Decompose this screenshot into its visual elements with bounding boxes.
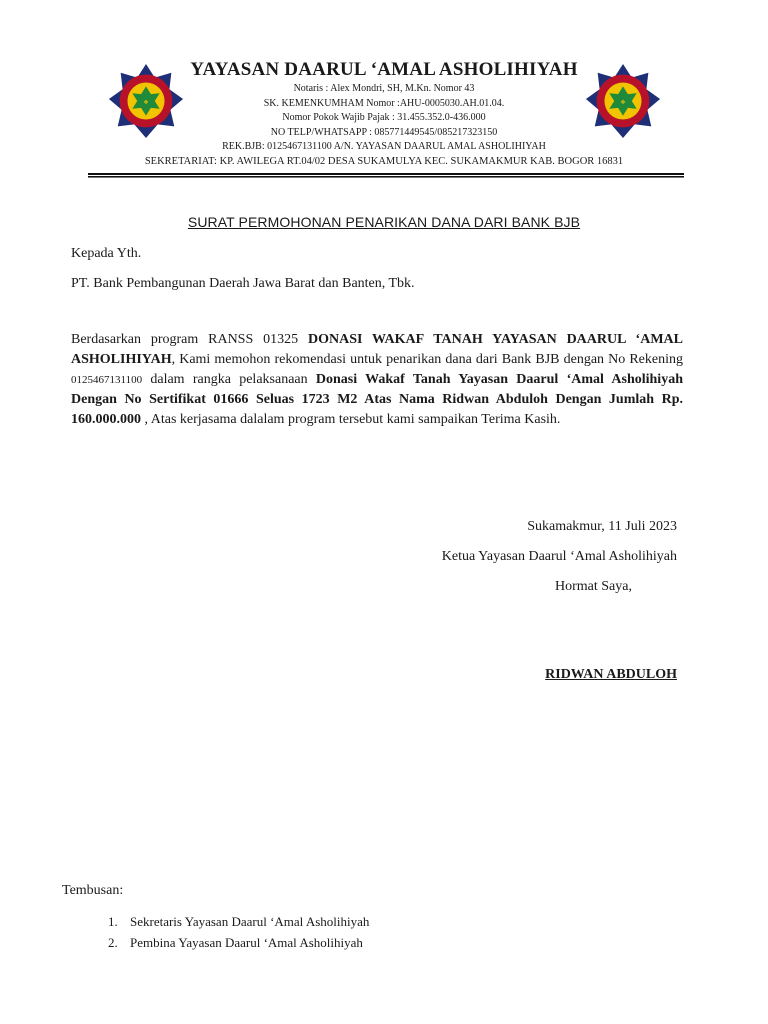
body-text-1: Berdasarkan program RANSS 01325 xyxy=(71,332,308,347)
list-number: 2. xyxy=(108,934,118,950)
cc-list xyxy=(108,912,369,953)
list-item xyxy=(108,912,369,933)
secretariat-address: SEKRETARIAT: KP. AWILEGA RT.04/02 DESA SUKAMULYA KEC. SUKAMAKMUR KAB. BOGOR 16831 xyxy=(144,155,624,167)
signer-name: RIDWAN ABDULOH xyxy=(545,667,677,682)
body-text-3: dalam rangka pelaksanaan xyxy=(142,372,316,387)
signer-title: Ketua Yayasan Daarul ‘Amal Asholihiyah xyxy=(441,549,677,564)
notary-line: Notaris : Alex Mondri, SH, M.Kn. Nomor 43 xyxy=(293,83,475,94)
npwp-line: Nomor Pokok Wajib Pajak : 31.455.352.0-436.000 xyxy=(282,112,486,123)
recipient: PT. Bank Pembangunan Daerah Jawa Barat dan Banten, Tbk. xyxy=(71,276,415,291)
account-number: 0125467131100 xyxy=(71,374,143,386)
sk-kemenkumham-line: SK. KEMENKUMHAM Nomor :AHU-0005030.AH.01.04. xyxy=(263,97,505,109)
phone-line: NO TELP/WHATSAPP : 085771449545/085217323150 xyxy=(270,126,498,138)
body-text-4: , Atas kerjasama dalalam program tersebut kami sampaikan Terima Kasih. xyxy=(141,412,561,427)
letterhead-divider-thick xyxy=(88,173,684,175)
svg-text:❖: ❖ xyxy=(143,99,149,106)
foundation-name: YAYASAN DAARUL ‘AMAL ASHOLIHIYAH xyxy=(190,59,578,80)
program-name: DONASI WAKAF TANAH YAYASAN DAARUL ‘AMAL ASHOLIHIYAH xyxy=(71,332,683,367)
letterhead xyxy=(80,58,688,169)
list-number: 1. xyxy=(108,914,118,929)
letter-body xyxy=(71,330,683,430)
list-text: Sekretaris Yayasan Daarul ‘Amal Asholihiyah xyxy=(130,914,370,929)
list-item xyxy=(108,933,369,954)
svg-text:❖: ❖ xyxy=(620,99,626,106)
closing: Hormat Saya, xyxy=(555,579,632,594)
donation-details: Donasi Wakaf Tanah Yayasan Daarul ‘Amal Asholihiyah Dengan No Sertifikat 01666 Seluas 1723 M2 Atas Nama Ridwan Abduloh Dengan Jumlah Rp. 160.000.000 xyxy=(71,372,683,427)
bank-account-line: REK.BJB: 0125467131100 A/N. YAYASAN DAARUL AMAL ASHOLIHIYAH xyxy=(222,141,546,152)
body-text-2: , Kami memohon rekomendasi untuk penarikan dana dari Bank BJB dengan No Rekening xyxy=(171,352,683,367)
cc-title: Tembusan: xyxy=(62,883,124,898)
letter-subject: SURAT PERMOHONAN PENARIKAN DANA DARI BANK BJB xyxy=(187,214,581,230)
list-text: Pembina Yayasan Daarul ‘Amal Asholihiyah xyxy=(130,934,363,950)
place-date: Sukamakmur, 11 Juli 2023 xyxy=(527,519,677,534)
salutation: Kepada Yth. xyxy=(71,246,142,261)
letterhead-divider-thin xyxy=(88,176,684,177)
